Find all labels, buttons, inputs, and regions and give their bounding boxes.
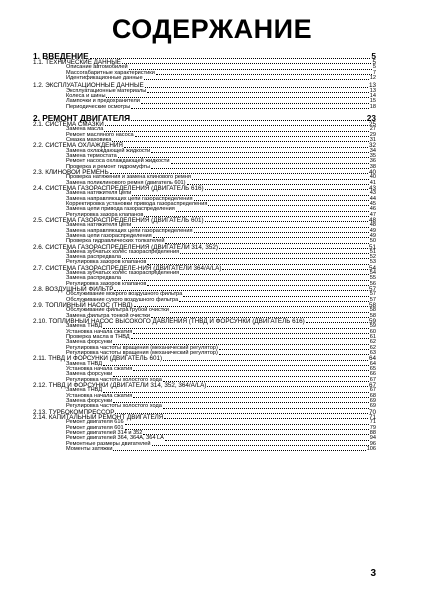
toc-page-number: 12 <box>369 74 376 81</box>
dot-leader <box>147 88 368 93</box>
toc-page-number: 62 <box>369 344 376 351</box>
toc-page-number: 5 <box>371 51 376 61</box>
toc-page-number: 36 <box>369 158 376 165</box>
dot-leader <box>147 282 368 287</box>
toc-entry-title: 1.2. ЭКСПЛУАТАЦИОННЫЕ ДАННЫЕ <box>33 82 144 90</box>
toc-entry-title: Ремонт насоса охлаждающей жидкости <box>66 158 170 165</box>
toc-entry-title: Периодические осмотры <box>66 103 131 110</box>
toc-page-number: 67 <box>369 387 376 394</box>
toc-page-number: 64 <box>369 360 376 367</box>
dot-leader <box>219 345 369 350</box>
toc-entry-title: Проверка натяжения и замена клинового ремня <box>66 174 191 181</box>
toc-page-number: 5 <box>372 59 376 66</box>
toc-entry-title: Массогабаритные характеристики <box>66 69 155 76</box>
toc-page-number: 67 <box>368 382 376 390</box>
toc-page-number: 67 <box>369 376 376 383</box>
toc-entry-title: Моменты затяжки <box>66 445 113 452</box>
toc-entry-title: Обслуживание мокрого воздушного фильтра <box>66 291 183 298</box>
dot-leader <box>205 218 368 223</box>
toc-entry-title: 2.11. ТНВД И ФОРСУНКИ (ДВИГАТЕЛЬ 601) <box>33 355 163 363</box>
toc-entry-title: Замена ТНВД <box>66 323 103 330</box>
dot-leader <box>133 329 368 334</box>
toc-entry-title: Проверка гидравлических толкателей <box>66 238 165 245</box>
dot-leader <box>306 319 368 324</box>
toc-page-number: 45 <box>369 200 376 207</box>
toc-entry-title: Регулировка зазоров клапанов <box>66 259 147 266</box>
toc-entry-title: Проверка масла в ТНВД <box>66 334 130 341</box>
dot-leader <box>131 335 369 340</box>
toc-entry-title: 2.7. СИСТЕМА ГАЗОРАСПРЕДЕЛЕ-НИЯ (ДВИГАТЕЛИ 364/A/LA) <box>33 264 222 272</box>
dot-leader <box>143 431 368 436</box>
dot-leader <box>164 415 368 420</box>
toc-entry-title: 1. ВВЕДЕНИЕ <box>33 51 89 61</box>
toc-page-number: 49 <box>369 232 376 239</box>
dot-leader <box>131 116 366 121</box>
toc-entry-title: 2.4. СИСТЕМА ГАЗОРАСПРЕДЕЛЕНИЯ (ДВИГАТЕЛЬ 616) <box>33 184 204 192</box>
toc-entry-title: Проверка и ремонт гидромуфты <box>66 163 151 170</box>
toc-page-number: 79 <box>369 424 376 431</box>
toc-page-number: 71 <box>369 419 376 426</box>
toc-page-number: 49 <box>369 227 376 234</box>
toc-page-number: 52 <box>369 254 376 261</box>
dot-leader <box>141 99 369 104</box>
toc-page-number: 31 <box>369 136 376 143</box>
toc-page-number: 29 <box>369 131 376 138</box>
toc-entry-title: Замена зубчатых колес газораспределения <box>66 270 180 277</box>
dot-leader <box>219 244 368 249</box>
dot-leader <box>144 76 369 81</box>
toc-page-number: 50 <box>369 238 376 245</box>
toc-page-number: 61 <box>369 334 376 341</box>
dot-leader <box>180 271 369 276</box>
toc-entry-title: 2.6. СИСТЕМА ГАЗОРАСПРЕДЕЛЕНИЯ (ДВИГАТЕЛИ 314, 352) <box>33 243 218 251</box>
toc-entry-title: Смазка маховика <box>66 136 112 143</box>
toc-entry-title: Замена ТНВД <box>66 360 103 367</box>
toc-page-number: 56 <box>369 280 376 287</box>
toc-entry-title: Идентификационные данные <box>66 74 143 81</box>
toc-entry-title: 2.8. ВОЗДУШНЫЙ ФИЛЬТР <box>33 286 114 294</box>
toc-entry-title: 2.3. КЛИНОВОЙ РЕМЕНЬ <box>33 168 109 176</box>
dot-leader <box>103 361 369 366</box>
toc-page-number: 69 <box>369 398 376 405</box>
dot-leader <box>152 441 369 446</box>
toc-entry-title: Замена масла <box>66 126 104 133</box>
toc-entry-title: Замена распредвала <box>66 254 122 261</box>
dot-leader <box>222 266 368 271</box>
toc-entry-title: Замена поликлинового ремня (двигатель 601) <box>66 179 186 186</box>
toc-entry-title: Замена цепи привода газораспределения <box>66 206 175 213</box>
toc-page-number: 43 <box>368 184 376 192</box>
toc-entry-title: 2.14. КАПИТАЛЬНЫЙ РЕМОНТ ДВИГАТЕЛЯ <box>33 414 164 421</box>
toc-entry-title: Установка начала сжатия <box>66 366 133 373</box>
toc-entry-title: Регулировка частоты холостого хода <box>66 403 162 410</box>
toc-entry-title: Ремонт масляного насоса <box>66 131 134 138</box>
toc-entry-title: Ремонтные размеры двигателей <box>66 440 151 447</box>
dot-leader <box>207 383 368 388</box>
toc-entry-title: Регулировка частоты вращения (механический регулятор) <box>66 344 218 351</box>
toc-page-number: 25 <box>368 120 376 128</box>
dot-leader <box>112 138 368 143</box>
toc-entry-title: Описание автомобилей <box>66 64 128 71</box>
toc-entry-title: Замена форсунки <box>66 371 113 378</box>
toc-page-number: 13 <box>368 82 376 90</box>
toc-entry-title: Замена охлаждающей жидкости <box>66 147 151 154</box>
toc-page-number: 14 <box>369 92 376 99</box>
toc-page-number: 55 <box>369 275 376 282</box>
dot-leader <box>179 298 369 303</box>
toc-page-number: 13 <box>369 87 376 94</box>
toc-entry-title: Эксплуатационные материалы <box>66 87 147 94</box>
toc-page-number: 5 <box>372 64 376 71</box>
toc-page-number: 64 <box>368 355 376 363</box>
toc-page-number: 69 <box>369 403 376 410</box>
dot-leader <box>106 94 368 99</box>
toc-entry-title: Установка начала сжатия <box>66 328 133 335</box>
toc-page-number: 59 <box>368 318 376 326</box>
toc-page-number: 68 <box>369 392 376 399</box>
toc-page-number: 58 <box>369 312 376 319</box>
dot-leader <box>113 447 365 452</box>
toc-entry-title: Замена термостата <box>66 152 117 159</box>
toc-page-number: 43 <box>369 190 376 197</box>
toc-entry-title: Обслуживание сухого воздушного фильтра <box>66 296 179 303</box>
dot-leader <box>151 148 368 153</box>
toc-entry-title: Замена форсунки <box>66 339 113 346</box>
dot-leader <box>103 388 369 393</box>
dot-leader <box>192 175 369 180</box>
dot-leader <box>170 308 369 313</box>
toc-entry-title: 2.12. ТНВД И ФОРСУНКИ (ДВИГАТЕЛИ 314, 352, 364/A/LA) <box>33 382 207 390</box>
toc-page-number: 58 <box>368 302 376 310</box>
dot-leader <box>176 207 369 212</box>
dot-leader <box>103 324 369 329</box>
toc-entry <box>33 76 376 81</box>
dot-leader <box>165 436 369 441</box>
dot-leader <box>122 255 369 260</box>
toc-page-number: 57 <box>369 296 376 303</box>
toc-page-number: 54 <box>369 270 376 277</box>
toc-page-number: 106 <box>366 445 376 452</box>
toc-entry-title: Регулировка частоты холостого хода <box>66 376 162 383</box>
toc-page-number: 47 <box>369 211 376 218</box>
dot-leader <box>151 164 369 169</box>
toc-entry-title: Ремонт двигателя 616 <box>66 419 124 426</box>
dot-leader <box>205 186 368 191</box>
dot-leader <box>183 292 368 297</box>
dot-leader <box>90 54 371 59</box>
toc-page-number: 48 <box>369 222 376 229</box>
dot-leader <box>163 404 369 409</box>
toc-entry-title: Регулировка зазора клапанов <box>66 211 144 218</box>
dot-leader <box>171 159 369 164</box>
toc-page-number: 15 <box>369 98 376 105</box>
toc-page-number: 48 <box>368 216 376 224</box>
dot-leader <box>113 372 368 377</box>
toc-entry-title: Ремонт двигателя 601 <box>66 424 124 431</box>
toc-page-number: 57 <box>368 286 376 294</box>
toc-page-number: 7 <box>372 69 376 76</box>
toc-entry-title: Замена натяжителя цепи <box>66 190 132 197</box>
dot-leader <box>133 393 368 398</box>
toc-page-number: 62 <box>369 339 376 346</box>
toc-entry-title: 2.1. СИСТЕМА СМАЗКИ <box>33 120 104 128</box>
toc-entry-title: Колеса и шины <box>66 92 106 99</box>
dot-leader <box>122 276 369 281</box>
dot-leader <box>133 367 368 372</box>
page-title: СОДЕРЖАНИЕ <box>111 14 313 44</box>
toc-page-number: 94 <box>369 435 376 442</box>
toc-page-number: 58 <box>369 307 376 314</box>
toc-page-number: 35 <box>369 152 376 159</box>
toc-entry-title: 2.10. ТОПЛИВНЫЙ НАСОС ВЫСОКОГО ДАВЛЕНИЯ (ТНВД И ФОРСУНКИ (ДВИГАТЕЛЬ 616) <box>33 318 305 326</box>
dot-leader <box>145 83 368 88</box>
dot-leader <box>132 223 368 228</box>
toc-page-number: 57 <box>369 291 376 298</box>
toc-page-number: 46 <box>369 206 376 213</box>
toc-entry-title: Замена ТНВД <box>66 387 103 394</box>
toc-page-number: 63 <box>369 350 376 357</box>
toc-page-number: 71 <box>368 414 376 421</box>
toc-page-number: 23 <box>366 112 376 123</box>
toc-entry-title: Замена зубчатых колес газораспределения <box>66 248 180 255</box>
toc-page-number: 34 <box>369 147 376 154</box>
dot-leader <box>129 65 372 70</box>
toc-entry-title: Ремонт двигателей 314 и 352 <box>66 429 143 436</box>
dot-leader <box>208 202 368 207</box>
toc-entry-title: Замена натяжителя цепи <box>66 222 132 229</box>
toc-page-number: 53 <box>369 259 376 266</box>
toc-entry-title: Замена распредвала <box>66 275 122 282</box>
toc-entry-title: Замена цепи газораспределения <box>66 232 152 239</box>
toc-entry-title: 1.1. ТЕХНИЧЕСКИЕ ДАННЫЕ <box>33 59 121 66</box>
toc-entry-title: Замена направляющих цепи газораспределения <box>66 195 193 202</box>
toc-page-number: 70 <box>368 408 376 416</box>
toc-page-number: 66 <box>369 371 376 378</box>
dot-leader <box>153 234 369 239</box>
dot-leader <box>165 239 368 244</box>
toc-page-number: 51 <box>369 248 376 255</box>
toc-page-number: 65 <box>369 366 376 373</box>
dot-leader <box>122 60 371 65</box>
dot-leader <box>156 70 372 75</box>
toc-page-number: 59 <box>369 323 376 330</box>
toc-entry-title: Установка начала сжатия <box>66 392 133 399</box>
toc-entry-title: Замена направляющих цепи газораспределения <box>66 227 193 234</box>
dot-leader <box>194 228 369 233</box>
dot-leader <box>219 351 369 356</box>
toc-entry-title: Лампочки и предохранители <box>66 98 140 105</box>
dot-leader <box>180 250 369 255</box>
toc-page-number: 41 <box>369 179 376 186</box>
toc-entry-title: Корректировка установки привода газораспределения <box>66 200 208 207</box>
dot-leader <box>125 420 369 425</box>
toc-entry-title: Замена фильтра тонкой очистки <box>66 312 150 319</box>
toc-entry <box>33 447 376 452</box>
toc-page-number: 96 <box>369 440 376 447</box>
dot-leader <box>163 356 368 361</box>
toc-entry-title: Регулировка частоты вращения (механический регулятор) <box>66 350 218 357</box>
toc-entry-title: 2.13. ТУРБОКОМПРЕССОР <box>33 408 115 416</box>
toc-page-number: 60 <box>369 328 376 335</box>
dot-leader <box>125 425 369 430</box>
table-of-contents <box>33 52 376 452</box>
dot-leader <box>187 180 369 185</box>
toc-entry-title: Регулировка зазоров клапанов <box>66 280 147 287</box>
dot-leader <box>104 127 368 132</box>
toc-entry <box>33 105 376 110</box>
dot-leader <box>135 132 369 137</box>
toc-entry-title: Обслуживание фильтра грубой очистки <box>66 307 169 314</box>
toc-entry-title: Ремонт двигателей 364, 364А, 364 LA <box>66 435 164 442</box>
dot-leader <box>132 191 368 196</box>
toc-entry-title: Замена форсунки <box>66 398 113 405</box>
toc-entry-title: 2.9. ТОПЛИВНЫЙ НАСОС (ТНВД) <box>33 302 133 310</box>
page-number: 3 <box>370 568 376 579</box>
toc-page-number: 44 <box>369 195 376 202</box>
toc-page-number: 40 <box>369 174 376 181</box>
toc-entry-title: 2.2. СИСТЕМА ОХЛАЖДЕНИЯ <box>33 142 123 150</box>
toc-page-number: 51 <box>368 243 376 251</box>
toc-page-number: 40 <box>368 168 376 176</box>
toc-page-number: 88 <box>369 429 376 436</box>
dot-leader <box>124 143 368 148</box>
toc-page-number: 38 <box>369 163 376 170</box>
toc-entry-title: 2.5. СИСТЕМА ГАЗОРАСПРЕДЕЛЕНИЯ (ДВИГАТЕЛЬ 601) <box>33 216 204 224</box>
toc-entry-title: 2. РЕМОНТ ДВИГАТЕЛЯ <box>33 112 131 123</box>
dot-leader <box>105 122 368 127</box>
toc-page-number: 27 <box>369 126 376 133</box>
dot-leader <box>131 104 369 109</box>
dot-leader <box>194 196 369 201</box>
toc-page-number: 18 <box>369 103 376 110</box>
toc-page-number: 32 <box>368 142 376 150</box>
toc-page-number: 54 <box>368 264 376 272</box>
